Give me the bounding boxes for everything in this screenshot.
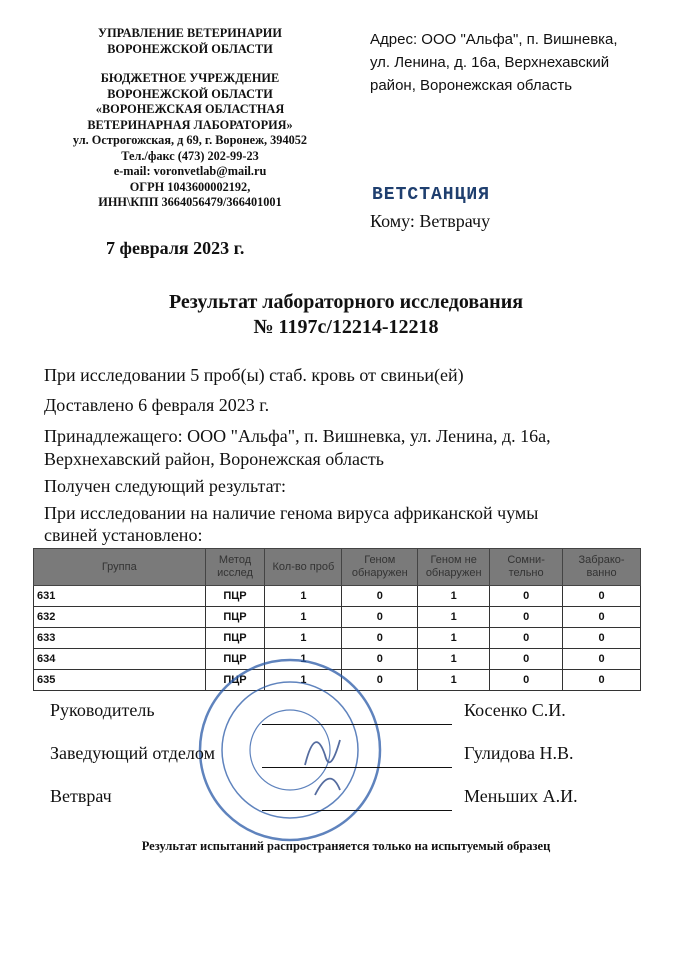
- table-cell: 0: [342, 670, 418, 691]
- signature-role: Заведующий отделом: [50, 743, 215, 763]
- organization-header: [50, 26, 330, 211]
- signature-name: Меньших А.И.: [464, 786, 578, 806]
- document-title: [0, 290, 692, 340]
- column-header: Геном обнаружен: [342, 549, 418, 586]
- body-line: свиней установлено:: [44, 525, 203, 545]
- body-line: Получен следующий результат:: [44, 476, 287, 496]
- signature-role: Ветврач: [50, 786, 112, 806]
- table-cell: ПЦР: [205, 586, 265, 607]
- table-cell: 0: [563, 628, 641, 649]
- table-cell: ПЦР: [205, 670, 265, 691]
- table-cell: 1: [265, 586, 342, 607]
- document-date: 7 февраля 2023 г.: [106, 238, 245, 258]
- table-cell: 0: [342, 649, 418, 670]
- org-address: ул. Острогожская, д 69, г. Воронеж, 394052: [72, 133, 308, 147]
- footer-note: Результат испытаний распространяется только на испытуемый образец: [141, 839, 551, 853]
- table-cell: ПЦР: [205, 649, 265, 670]
- table-cell: 0: [490, 586, 563, 607]
- org-email: e-mail: voronvetlab@mail.ru: [113, 164, 267, 178]
- table-cell: 1: [418, 607, 490, 628]
- signature-name: Гулидова Н.В.: [464, 743, 574, 763]
- table-row: [34, 628, 641, 649]
- signature-name: Косенко С.И.: [464, 700, 566, 720]
- org-line: ВОРОНЕЖСКОЙ ОБЛАСТИ: [107, 86, 273, 101]
- body-line: При исследовании на наличие генома вируса африканской чумы: [44, 503, 539, 523]
- address-line: район, Воронежская область: [370, 77, 573, 94]
- org-line: УПРАВЛЕНИЕ ВЕТЕРИНАРИИ: [98, 26, 282, 40]
- body-line: Принадлежащего: ООО "Альфа", п. Вишневка, ул. Ленина, д. 16а,: [44, 426, 551, 446]
- signature-line: [262, 724, 452, 725]
- org-ogrn: ОГРН 1043600002192,: [129, 179, 251, 194]
- table-cell: 631: [34, 586, 206, 607]
- table-cell: 0: [563, 586, 641, 607]
- table-cell: 635: [34, 670, 206, 691]
- recipient-address: [370, 28, 670, 97]
- table-cell: 0: [490, 628, 563, 649]
- org-line: ВОРОНЕЖСКОЙ ОБЛАСТИ: [107, 41, 273, 56]
- column-header: Метод исслед: [205, 549, 265, 586]
- table-cell: 1: [418, 628, 490, 649]
- column-header: Кол-во проб: [265, 549, 342, 586]
- signature-line: [262, 810, 452, 811]
- table-cell: 1: [418, 670, 490, 691]
- table-cell: ПЦР: [205, 607, 265, 628]
- table-cell: 1: [265, 628, 342, 649]
- table-cell: 1: [265, 649, 342, 670]
- org-phone: Тел./факс (473) 202-99-23: [121, 148, 259, 163]
- table-cell: 0: [342, 607, 418, 628]
- org-line: «ВОРОНЕЖСКАЯ ОБЛАСТНАЯ: [95, 102, 285, 116]
- body-line: Верхнехавский район, Воронежская область: [44, 449, 384, 469]
- body-line: При исследовании 5 проб(ы) стаб. кровь от свиньи(ей): [44, 365, 464, 385]
- column-header: Сомни-тельно: [490, 549, 563, 586]
- table-cell: ПЦР: [205, 628, 265, 649]
- table-cell: 0: [342, 586, 418, 607]
- table-cell: 0: [563, 649, 641, 670]
- recipient: Кому: Ветврачу: [370, 211, 491, 231]
- address-line: ул. Ленина, д. 16а, Верхнехавский: [370, 54, 610, 71]
- table-cell: 632: [34, 607, 206, 628]
- org-inn: ИНН\КПП 3664056479/366401001: [98, 195, 282, 209]
- table-cell: 634: [34, 649, 206, 670]
- table-cell: 1: [265, 670, 342, 691]
- document-number: № 1197с/12214-12218: [253, 316, 439, 338]
- official-seal: [195, 655, 385, 845]
- table-cell: 1: [418, 649, 490, 670]
- table-cell: 633: [34, 628, 206, 649]
- table-cell: 0: [563, 607, 641, 628]
- body-line: Доставлено 6 февраля 2023 г.: [44, 395, 270, 415]
- org-line: БЮДЖЕТНОЕ УЧРЕЖДЕНИЕ: [100, 71, 280, 85]
- table-row: [34, 586, 641, 607]
- table-cell: 0: [490, 607, 563, 628]
- table-cell: 1: [418, 586, 490, 607]
- table-cell: 0: [563, 670, 641, 691]
- signature-role: Руководитель: [50, 700, 155, 720]
- vetstation-stamp: ВЕТСТАНЦИЯ: [372, 185, 491, 205]
- column-header: Группа: [34, 549, 206, 586]
- signature-line: [262, 767, 452, 768]
- table-cell: 0: [490, 670, 563, 691]
- table-cell: 0: [342, 628, 418, 649]
- table-cell: 0: [490, 649, 563, 670]
- table-cell: 1: [265, 607, 342, 628]
- address-line: Адрес: ООО "Альфа", п. Вишневка,: [370, 31, 618, 48]
- column-header: Забрако-ванно: [563, 549, 641, 586]
- org-line: ВЕТЕРИНАРНАЯ ЛАБОРАТОРИЯ»: [87, 117, 293, 132]
- table-row: [34, 607, 641, 628]
- column-header: Геном не обнаружен: [418, 549, 490, 586]
- title-line: Результат лабораторного исследования: [168, 291, 524, 313]
